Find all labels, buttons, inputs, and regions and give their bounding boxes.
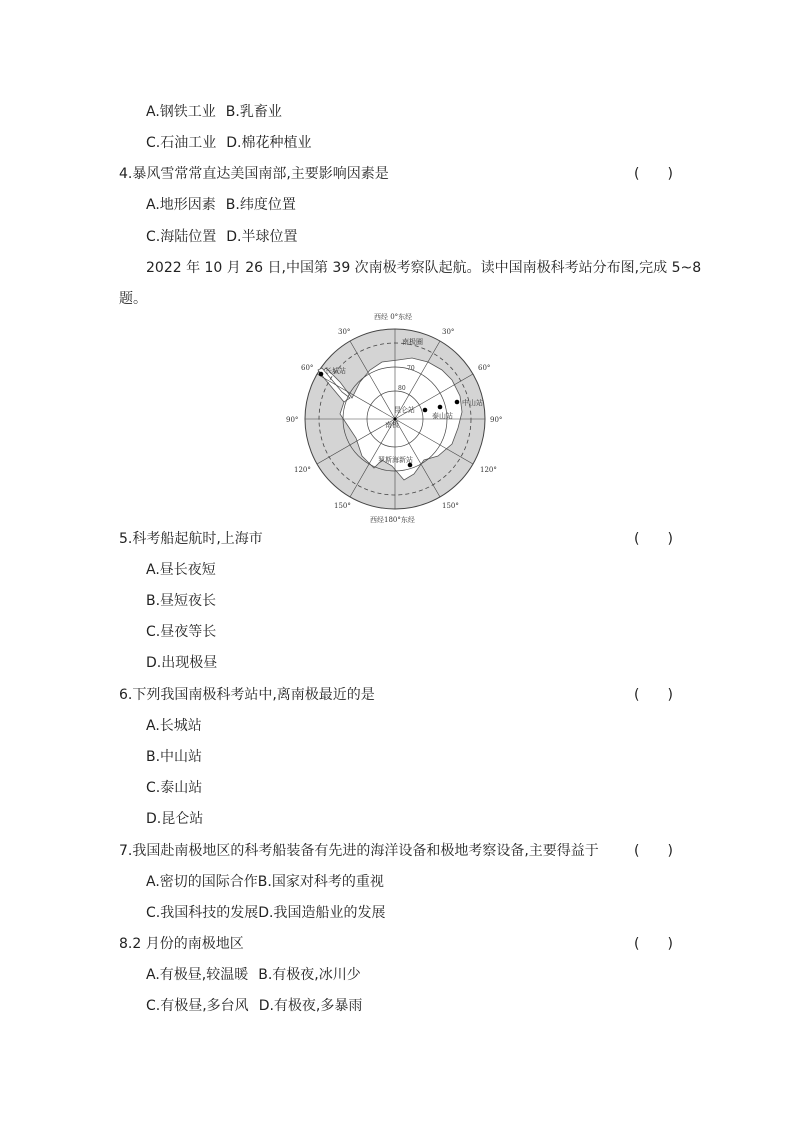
q3-options-row1 (146, 102, 282, 122)
q3-option-c: C.石油工业 (146, 135, 217, 151)
station-kunlun-dot (423, 408, 428, 413)
map-lon-e120: 120° (480, 466, 497, 474)
q5-option-b: B.昼短夜长 (146, 593, 217, 609)
station-taishan-label: 泰山站 (432, 412, 453, 420)
station-changcheng-dot (319, 372, 324, 377)
q5-option-c: C.昼夜等长 (146, 624, 217, 640)
antarctic-stations-map (282, 310, 512, 528)
q5-answer-paren: ( ) (634, 531, 673, 547)
q5-option-a: A.昼长夜短 (146, 562, 216, 578)
map-antarctic-circle-label: 南极圈 (402, 338, 423, 346)
map-top-label: 西经 0°东经 (374, 313, 413, 321)
q8-options-row1 (146, 965, 361, 985)
q3-option-b: B.乳畜业 (225, 104, 282, 120)
map-lon-w90: 90° (286, 416, 299, 424)
station-zhongshan-dot (455, 400, 460, 405)
q4-answer-paren: ( ) (634, 166, 673, 182)
q7-answer-paren: ( ) (634, 843, 673, 859)
q8-answer-paren: ( ) (634, 936, 673, 952)
map-bottom-label: 西经180°东经 (370, 516, 415, 524)
q6-stem: 6.下列我国南极科考站中,离南极最近的是 (119, 687, 375, 703)
map-lon-sw150: 150° (334, 502, 351, 510)
q3-option-d: D.棉花种植业 (226, 135, 312, 151)
q4-option-b: B.纬度位置 (225, 197, 296, 213)
q6-option-c: C.泰山站 (146, 780, 203, 796)
station-taishan-dot (438, 405, 443, 410)
q8-option-b: B.有极夜,冰川少 (258, 967, 361, 983)
q6-option-b: B.中山站 (146, 749, 203, 765)
q7-options-ab: A.密切的国际合作B.国家对科考的重视 (146, 874, 384, 890)
q4-stem: 4.暴风雪常常直达美国南部,主要影响因素是 (119, 166, 389, 182)
q8-option-d: D.有极夜,多暴雨 (258, 998, 363, 1014)
q4-option-a: A.地形因素 (146, 197, 216, 213)
map-lon-nw30: 30° (338, 328, 351, 336)
q6-answer-paren: ( ) (634, 687, 673, 703)
q4-option-d: D.半球位置 (226, 229, 298, 245)
q7-stem: 7.我国赴南极地区的科考船装备有先进的海洋设备和极地考察设备,主要得益于 (119, 843, 599, 859)
map-lon-e90: 90° (490, 416, 503, 424)
q4-option-c: C.海陆位置 (146, 229, 217, 245)
station-luosihai-label: 罗斯海新站 (378, 456, 413, 464)
map-lon-ne30: 30° (442, 328, 455, 336)
intro-line1: 2022 年 10 月 26 日,中国第 39 次南极考察队起航。读中国南极科考站分布图,完成 5~8 (146, 260, 702, 276)
station-changcheng-label: 长城站 (325, 367, 346, 375)
q3-options-row2 (146, 133, 311, 153)
q5-stem: 5.科考船起航时,上海市 (119, 531, 263, 547)
q4-options-row1 (146, 195, 296, 215)
station-zhongshan-label: 中山站 (462, 399, 483, 407)
q5-option-d: D.出现极昼 (146, 655, 218, 671)
q8-stem: 8.2 月份的南极地区 (119, 936, 244, 952)
q3-option-a: A.钢铁工业 (146, 104, 216, 120)
map-lat-80-label: 80 (398, 385, 406, 392)
station-kunlun-label: 昆仑站 (394, 406, 415, 414)
q4-options-row2 (146, 227, 297, 247)
map-lon-e60: 60° (478, 364, 491, 372)
map-lat-70-label: 70 (407, 365, 415, 372)
q8-options-row2 (146, 996, 362, 1016)
q6-option-d: D.昆仑站 (146, 811, 204, 827)
map-lon-w120: 120° (294, 466, 311, 474)
q6-option-a: A.长城站 (146, 718, 202, 734)
map-lon-se150: 150° (442, 502, 459, 510)
q8-option-c: C.有极昼,多台风 (146, 998, 249, 1014)
q8-option-a: A.有极昼,较温暖 (146, 967, 249, 983)
map-lon-w60: 60° (301, 364, 314, 372)
q7-options-cd: C.我国科技的发展D.我国造船业的发展 (146, 905, 386, 921)
map-pole-label: 南极 (385, 421, 399, 429)
intro-line2: 题。 (119, 291, 147, 307)
